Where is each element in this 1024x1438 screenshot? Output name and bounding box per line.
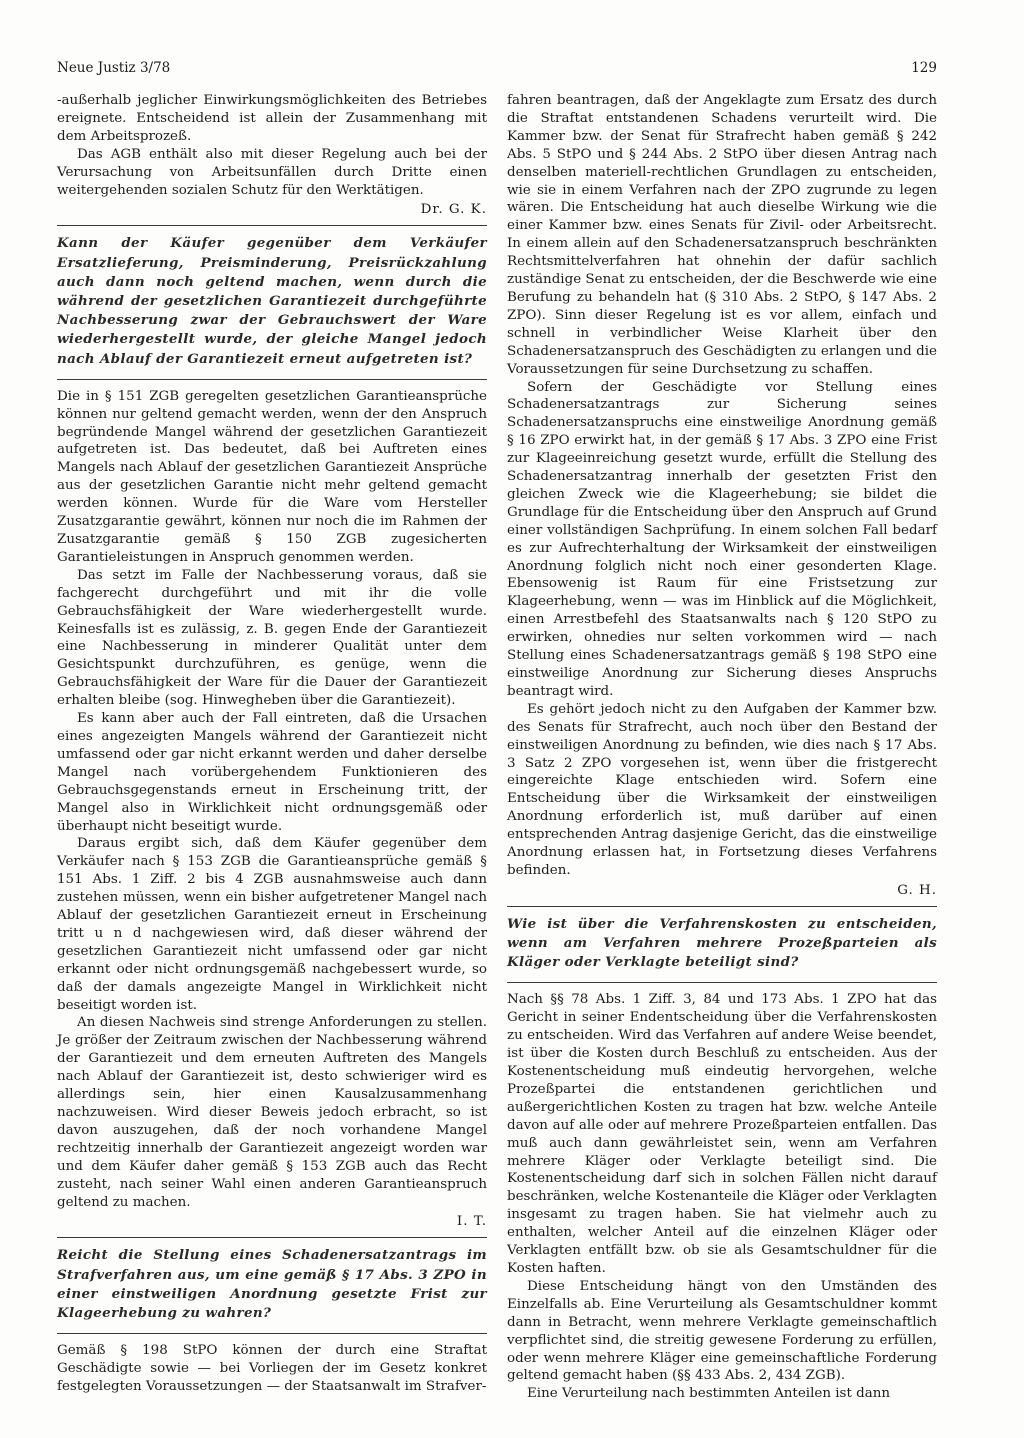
paragraph: Es kann aber auch der Fall eintreten, daß die Ursachen eines angezeigten Mangels während der Garantiezeit nicht umfassend oder gar nicht erkannt werden und daher derselbe Mangel nach vorübergehendem Funktionieren des Gebrauchsgegenstands erneut in Erscheinung tritt, der Mangel also in Wirklichkeit nicht ordnungsgemäß oder überhaupt nicht beseitigt wurde. [57,711,487,834]
paragraph: Die in § 151 ZGB geregelten gesetzlichen Garantieansprüche können nur geltend gemacht werden, wenn der den Anspruch begründende Mangel während der gesetzlichen Garantiezeit aufgetreten ist. Das bedeutet, daß bei Auftreten eines Mangels nach Ablauf der gesetzlichen Garantiezeit Ansprüche aus der gesetzlichen Garantie nicht mehr geltend gemacht werden können. Wurde für die Ware vom Hersteller Zusatzgarantie gewährt, können nur noch die im Rahmen der Zusatzgarantie gemäß § 150 ZGB zugesicherten Garantieleistungen in Anspruch genommen werden. [57,388,487,565]
section-divider [507,906,937,907]
paragraph: fahren beantragen, daß der Angeklagte zum Ersatz des durch die Straftat entstandenen Schadens verurteilt wird. Die Kammer bzw. der Senat für Strafrecht haben gemäß § 242 Abs. 5 StPO und § 244 Abs. 2 StPO über diesen Antrag nach denselben materiell-rechtlichen Grundlagen zu entscheiden, wie sie in einem Verfahren nach der ZPO zugrunde zu legen wären. Die Entscheidung hat auch dieselbe Wirkung wie die einer Kammer bzw. eines Senats für Zivil- oder Arbeitsrecht. In einem allein auf den Schadenersatzanspruch beschränkten Rechtsmittelverfahren hat ohnehin der dafür sachlich zuständige Senat zu entscheiden, der die Beschwerde wie eine Berufung zu behandeln hat (§ 310 Abs. 2 StPO, § 147 Abs. 2 ZPO). Sinn dieser Regelung ist es vor allem, einfach und schnell in verbindlicher Weise Klarheit über den Schadenersatzanspruch des Geschädigten zu erlangen und die Voraussetzungen für seine Durchsetzung zu schaffen. [507,93,937,377]
author-signature: I. T. [456,1214,487,1230]
author-signature: G. H. [897,882,937,898]
question-heading: Reicht die Stellung eines Schadenersatzantrags im Strafverfahren aus, um eine gemäß § 17 Abs. 3 ZPO in einer einstweiligen Anordnung gesetzte Frist zur Klageerhebung zu wahren? [57,1247,487,1321]
right-column [507,92,937,1403]
question-block [57,1246,487,1327]
paragraph: Das setzt im Falle der Nachbesserung voraus, daß sie fachgerecht durchgeführt und mit ihr die volle Gebrauchsfähigkeit der Ware wiederhergestellt wurde. Keinesfalls ist es zulässig, z. B. gegen Ende der Garantiezeit eine Nachbesserung in minderer Qualität unter dem Gesichtspunkt durchzuführen, es genüge, wenn die Gebrauchsfähigkeit der Ware für die Dauer der Garantiezeit erhalten bleibe (sog. Hinwegheben über die Garantiezeit). [57,567,487,709]
paragraph: Nach §§ 78 Abs. 1 Ziff. 3, 84 und 173 Abs. 1 ZPO hat das Gericht in seiner Endentscheidung über die Verfahrenskosten zu entscheiden. Wird das Verfahren auf andere Weise beendet, ist über die Kosten durch Beschluß zu entscheiden. Aus der Kostenentscheidung muß eindeutig hervorgehen, welche Prozeßpartei die entstandenen gerichtlichen und außergerichtlichen Kosten zu tragen hat bzw. welche Anteile davon auf alle oder auf mehrere Prozeßparteien entfallen. Das muß auch dann gewährleistet sein, wenn am Verfahren mehrere Kläger oder Verklagte beteiligt sind. Die Kostenentscheidung darf sich in solchen Fällen nicht darauf beschränken, welche Kostenanteile die Kläger oder Verklagten insgesamt zu tragen haben. Sie hat vielmehr auch zu enthalten, welcher Anteil auf die einzelnen Kläger oder Verklagten entfällt bzw. ob sie als Gesamtschuldner für die Kosten haften. [507,992,937,1276]
paragraph: Gemäß § 198 StPO können der durch eine Straftat Geschädigte sowie — bei Vorliegen der im Gesetz konkret festgelegten Voraussetzungen — der Staatsanwalt im Strafver- [57,1343,487,1394]
page-header [57,60,937,82]
section-divider [57,225,487,226]
paragraph: Das AGB enthält also mit dieser Regelung auch bei der Verursachung von Arbeitsunfällen durch Dritte einen weitergehenden sozialen Schutz für den Werktätigen. [57,146,487,198]
question-heading: Wie ist über die Verfahrenskosten zu entscheiden, wenn am Verfahren mehrere Prozeßparteien als Kläger oder Verklagte beteiligt sind? [507,915,937,971]
journal-title: Neue Justiz 3/78 [57,60,171,76]
paragraph: Diese Entscheidung hängt von den Umständen des Einzelfalls ab. Eine Verurteilung als Gesamtschuldner kommt dann in Betracht, wenn mehrere Verklagte gemeinschaftlich verpflichtet sind, die streitig gewesene Forderung zu erfüllen, oder wenn mehrere Kläger eine gemeinschaftliche Forderung geltend gemacht haben (§§ 433 Abs. 2, 434 ZGB). [507,1278,937,1384]
question-block [507,915,937,977]
section-divider [57,379,487,380]
left-column [57,92,487,1396]
question-block [57,234,487,372]
section-divider [507,982,937,983]
paragraph: -außerhalb jeglicher Einwirkungsmöglichkeiten des Betriebes ereignete. Entscheidend ist allein der Zusammenhang mit dem Arbeitsprozeß. [57,93,487,144]
paragraph: Es gehört jedoch nicht zu den Aufgaben der Kammer bzw. des Senats für Strafrecht, auch noch über den Bestand der einstweiligen Anordnung zu befinden, wie dies nach § 17 Abs. 3 Satz 2 ZPO vorgesehen ist, wenn über die fristgerecht eingereichte Klage entschieden wird. Sofern eine Entscheidung über die Wirksamkeit der einstweiligen Anordnung erforderlich ist, muß darüber auf einen entsprechenden Antrag dasjenige Gericht, das die einstweilige Anordnung erlassen hat, in Fortsetzung dieses Verfahrens befinden. [507,701,937,878]
paragraph: Sofern der Geschädigte vor Stellung eines Schadenersatzantrags zur Sicherung seines Schadenersatzanspruchs eine einstweilige Anordnung gemäß § 16 ZPO erwirkt hat, in der gemäß § 17 Abs. 3 ZPO eine Frist zur Klageeinreichung gesetzt wurde, erfüllt die Stellung des Schadenersatzantrag innerhalb der gesetzten Frist den gleichen Zweck wie die Klageerhebung; sie bildet die Grundlage für die Entscheidung über den Anspruch auf Grund einer vollständigen Sachprüfung. In einem solchen Fall bedarf es zur Aufrechterhaltung der Wirksamkeit der einstweiligen Anordnung folglich nicht noch einer gesonderten Klage. Ebensowenig ist Raum für eine Fristsetzung zur Klageerhebung, wenn — was im Hinblick auf die Möglichkeit, einen Arrestbefehl des Staatsanwalts nach § 120 StPO zu erwirken, ohnedies nur selten vorkommen wird — nach Stellung eines Schadenersatzantrags gemäß § 198 StPO eine einstweilige Anordnung zur Sicherung dieses Anspruchs beantragt wird. [507,379,937,699]
paragraph: Eine Verurteilung nach bestimmten Anteilen ist dann [527,1386,891,1402]
paragraph: An diesen Nachweis sind strenge Anforderungen zu stellen. Je größer der Zeitraum zwischen der Nachbesserung während der Garantiezeit und dem erneuten Auftreten des Mangels nach Ablauf der Garantiezeit ist, desto schwieriger wird es allerdings sein, hier einen Kausalzusammenhang nachzuweisen. Wird dieser Beweis jedoch erbracht, so ist davon auszugehen, daß der noch vorhandene Mangel rechtzeitig innerhalb der Garantiezeit angezeigt worden war und dem Käufer daher gemäß § 153 ZGB auch das Recht zusteht, nach seiner Wahl einen anderen Garantieanspruch geltend zu machen. [57,1015,487,1210]
section-divider [57,1333,487,1334]
section-divider [57,1237,487,1238]
question-heading: Kann der Käufer gegenüber dem Verkäufer Ersatzlieferung, Preisminderung, Preisrückzahlung auch dann noch geltend machen, wenn durch die während der gesetzlichen Garantiezeit durchgeführte Nachbesserung zwar der Gebrauchswert der Ware wiederhergestellt wurde, der gleiche Mangel jedoch nach Ablauf der Garantiezeit erneut aufgetreten ist? [57,235,487,367]
author-signature: Dr. G. K. [420,202,487,218]
paragraph: Daraus ergibt sich, daß dem Käufer gegenüber dem Verkäufer nach § 153 ZGB die Garantieansprüche gemäß § 151 Abs. 1 Ziff. 2 bis 4 ZGB ausnahmsweise auch dann zustehen müssen, wenn ein bisher aufgetretener Mangel nach Ablauf der gesetzlichen Garantiezeit erneut in Erscheinung tritt u n d nachgewiesen wird, daß dieser während der gesetzlichen Garantiezeit nicht umfassend oder gar nicht erkannt oder nicht ordnungsgemäß nachgebessert wurde, so daß der damals angezeigte Mangel in Wirklichkeit nicht beseitigt worden ist. [57,836,487,1013]
page-number: 129 [911,60,937,76]
